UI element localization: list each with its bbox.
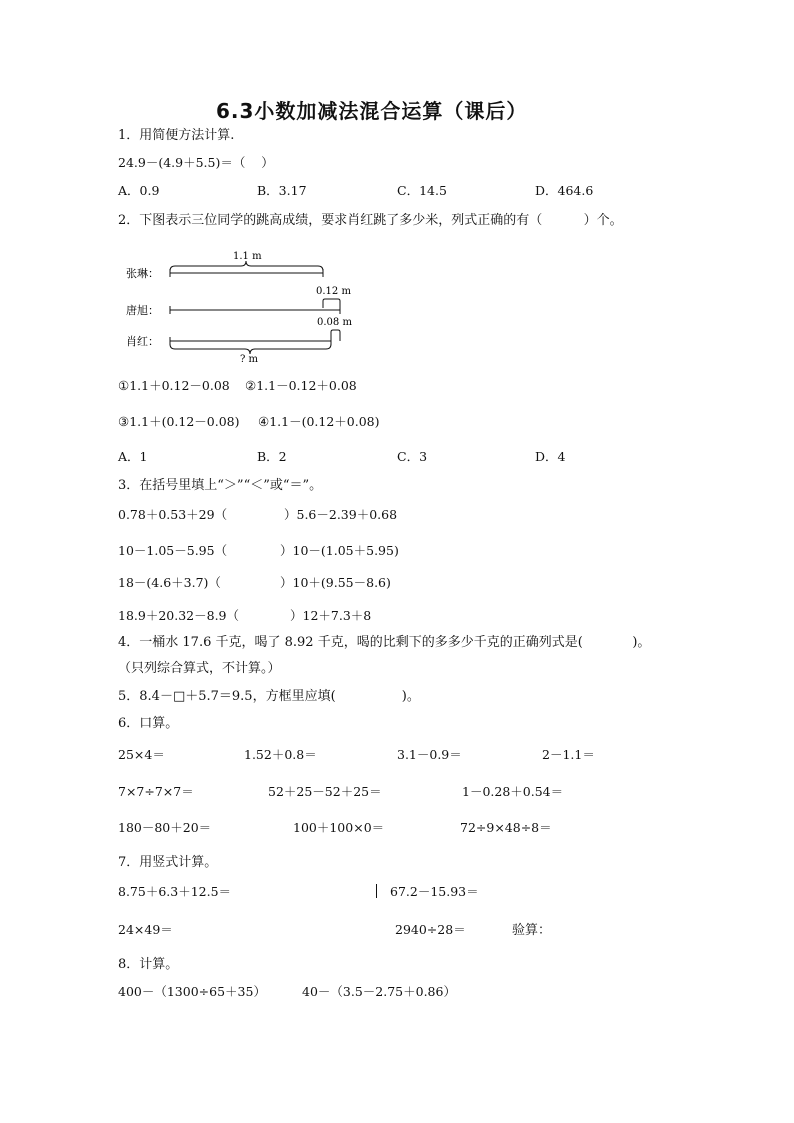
xiao-brace xyxy=(170,344,331,354)
q6-r1-c2: 1.52＋0.8＝ xyxy=(244,747,317,762)
q1-expression: 24.9－(4.9＋5.5)＝（ ） xyxy=(118,155,274,170)
q6-r1-c3: 3.1－0.9＝ xyxy=(397,747,462,762)
label-0-08m: 0.08 m xyxy=(317,317,352,328)
q6-r1-c1: 25×4＝ xyxy=(118,747,165,762)
q7-r2-c1: 24×49＝ xyxy=(118,922,173,937)
q6-stem: 6．口算。 xyxy=(118,716,179,731)
q2-option-c: C．3 xyxy=(397,449,428,464)
q6-r2-c1: 7×7÷7×7＝ xyxy=(118,784,194,799)
q4-line2: （只列综合算式，不计算。） xyxy=(118,661,281,676)
q6-r3-c2: 100＋100×0＝ xyxy=(293,820,385,835)
q6-r1-c4: 2－1.1＝ xyxy=(542,747,595,762)
q1-option-c: C．14.5 xyxy=(397,183,447,198)
q2-choice-4: ④1.1－(0.12＋0.08) xyxy=(258,414,380,429)
q3-row3-right: ）10＋(9.55－8.6) xyxy=(280,575,391,590)
q1-option-b: B．3.17 xyxy=(257,183,307,198)
name-xiao: 肖红： xyxy=(126,335,159,348)
q1-stem: 1．用简便方法计算. xyxy=(118,128,235,143)
label-0-12m: 0.12 m xyxy=(316,286,351,297)
q8-r1-c1: 400－（1300÷65＋35） xyxy=(118,984,266,999)
q6-r3-c1: 180－80＋20＝ xyxy=(118,820,212,835)
q8-stem: 8．计算。 xyxy=(118,957,179,972)
q2-choice-2: ②1.1－0.12＋0.08 xyxy=(245,378,357,393)
xiao-bracket xyxy=(331,330,340,339)
q2-choice-1: ①1.1＋0.12－0.08 xyxy=(118,378,230,393)
q3-row4-right: ）12＋7.3＋8 xyxy=(290,608,372,623)
q2-option-d: D．4 xyxy=(535,449,566,464)
name-tang: 唐旭： xyxy=(126,304,159,317)
q3-row1-left: 0.78＋0.53＋29（ xyxy=(118,507,228,522)
q1-option-d: D．464.6 xyxy=(535,183,594,198)
q7-r2-c2: 2940÷28＝ xyxy=(395,922,466,937)
q2-option-b: B．2 xyxy=(257,449,287,464)
q2-option-a: A．1 xyxy=(118,449,148,464)
q7-check-label: 验算： xyxy=(512,923,552,938)
q3-row2-left: 10－1.05－5.95（ xyxy=(118,543,228,558)
q3-row1-right: ）5.6－2.39＋0.68 xyxy=(284,507,398,522)
q3-row2-right: ）10－(1.05＋5.95) xyxy=(280,543,399,558)
q7-stem: 7．用竖式计算。 xyxy=(118,855,218,870)
q5-line: 5．8.4－□＋5.7＝9.5，方框里应填( )。 xyxy=(118,689,420,704)
q7-r1-c2: 67.2－15.93＝ xyxy=(390,884,479,899)
q2-stem: 2．下图表示三位同学的跳高成绩，要求肖红跳了多少米，列式正确的有（ ）个。 xyxy=(118,213,623,228)
q3-row4-left: 18.9＋20.32－8.9（ xyxy=(118,608,239,623)
q3-row3-left: 18－(4.6＋3.7)（ xyxy=(118,575,221,590)
page-title: 6.3小数加减法混合运算（课后） xyxy=(216,99,528,123)
vertical-divider xyxy=(376,884,377,898)
q6-r2-c3: 1－0.28＋0.54＝ xyxy=(462,784,564,799)
q1-option-a: A．0.9 xyxy=(118,183,160,198)
q4-line1: 4．一桶水 17.6 千克，喝了 8.92 千克，喝的比剩下的多多少千克的正确列式是( )。 xyxy=(118,635,651,650)
q6-r3-c3: 72÷9×48÷8＝ xyxy=(460,820,552,835)
q6-r2-c2: 52＋25－52＋25＝ xyxy=(268,784,382,799)
q7-r1-c1: 8.75＋6.3＋12.5＝ xyxy=(118,884,232,899)
q3-stem: 3．在括号里填上“＞”“＜”或“＝”。 xyxy=(118,478,323,493)
tang-bracket xyxy=(323,299,340,308)
q2-choice-3: ③1.1＋(0.12－0.08) xyxy=(118,414,240,429)
label-unknown-m: ? m xyxy=(240,354,259,365)
label-1-1m: 1.1 m xyxy=(233,251,262,262)
zhang-brace xyxy=(170,261,323,271)
jump-height-diagram xyxy=(118,244,368,366)
q8-r1-c2: 40－（3.5－2.75＋0.86） xyxy=(302,984,456,999)
name-zhang: 张琳： xyxy=(126,267,159,280)
